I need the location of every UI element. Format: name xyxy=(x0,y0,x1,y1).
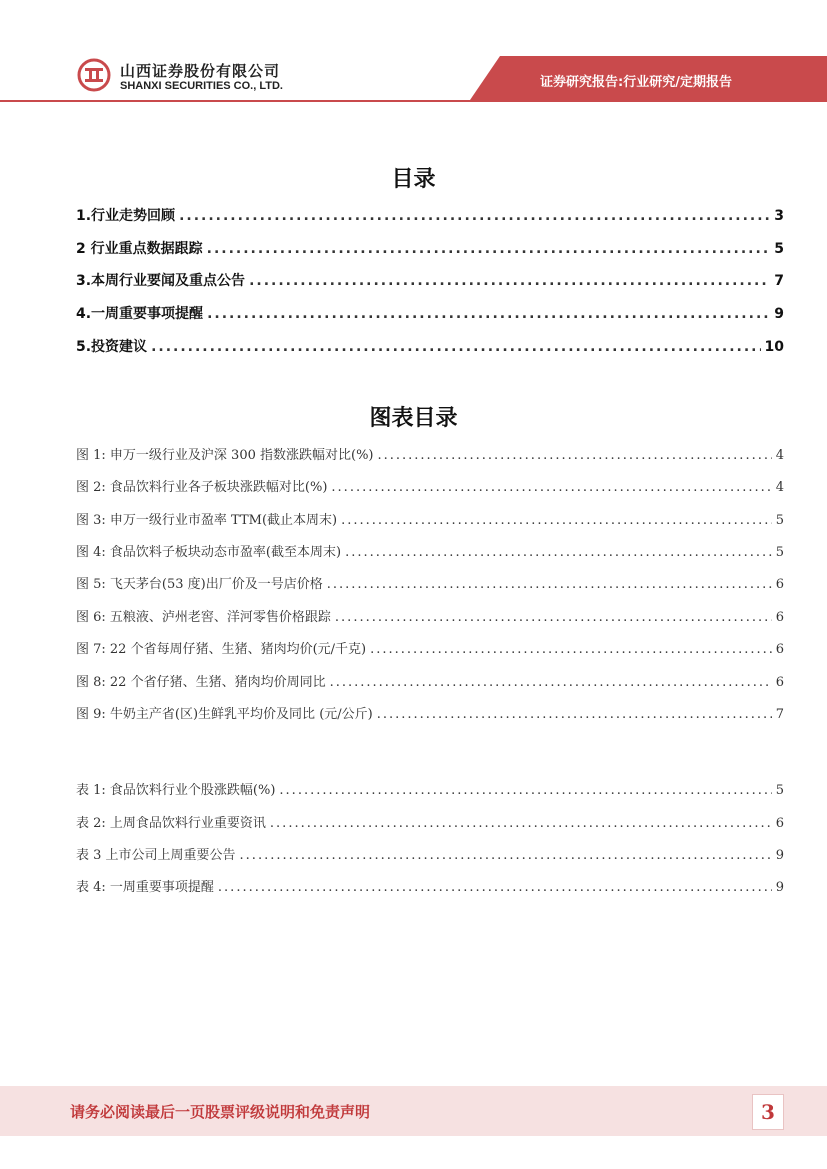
table-entry[interactable] xyxy=(76,844,784,864)
table-entry[interactable] xyxy=(76,779,784,799)
page-number: 3 xyxy=(752,1094,784,1130)
figure-entry-label: 图 1: 申万一级行业及沪深 300 指数涨跌幅对比(%) xyxy=(76,448,374,463)
leader-dots xyxy=(331,480,771,495)
table-entry-label: 表 3 上市公司上周重要公告 xyxy=(76,848,236,863)
table-entry-page: 5 xyxy=(775,783,784,798)
toc-item-page: 9 xyxy=(774,306,784,322)
leader-dots xyxy=(249,273,770,289)
leader-dots xyxy=(207,306,770,322)
figure-entry[interactable] xyxy=(76,573,784,593)
leader-dots xyxy=(270,816,772,831)
figure-entry[interactable] xyxy=(76,476,784,496)
table-entry-page: 9 xyxy=(775,880,784,895)
figure-entry-page: 4 xyxy=(775,480,784,495)
leader-dots xyxy=(341,513,772,528)
leader-dots xyxy=(330,675,772,690)
report-type: 证券研究报告:行业研究/定期报告 xyxy=(540,75,732,90)
figure-entry-page: 6 xyxy=(775,675,784,690)
leader-dots xyxy=(327,577,772,592)
leader-dots xyxy=(218,880,772,895)
figure-entry-page: 5 xyxy=(775,545,784,560)
toc-title: 目录 xyxy=(391,166,436,192)
table-entry-label: 表 4: 一周重要事项提醒 xyxy=(76,880,214,895)
figure-entry-label: 图 2: 食品饮料行业各子板块涨跌幅对比(%) xyxy=(76,480,328,495)
company-name-en: SHANXI SECURITIES CO., LTD. xyxy=(120,80,283,92)
company-name-cn: 山西证券股份有限公司 xyxy=(120,62,281,80)
leader-dots xyxy=(378,448,772,463)
toc-item-label: 5.投资建议 xyxy=(76,339,148,355)
toc-item-page: 5 xyxy=(774,241,784,257)
leader-dots xyxy=(377,707,772,722)
toc-item-page: 10 xyxy=(764,339,784,355)
figure-entry[interactable] xyxy=(76,671,784,691)
figure-entry-page: 6 xyxy=(775,642,784,657)
toc-item-label: 2 行业重点数据跟踪 xyxy=(76,241,203,257)
toc-item[interactable] xyxy=(76,303,784,323)
page-header xyxy=(0,0,827,110)
leader-dots xyxy=(345,545,772,560)
figure-entry-page: 5 xyxy=(775,513,784,528)
figure-entry[interactable] xyxy=(76,606,784,626)
figure-entry-label: 图 3: 申万一级行业市盈率 TTM(截止本周末) xyxy=(76,513,338,528)
header-divider xyxy=(0,100,827,102)
figure-entry[interactable] xyxy=(76,444,784,464)
disclaimer-notice: 请务必阅读最后一页股票评级说明和免责声明 xyxy=(70,1103,371,1121)
figure-entry[interactable] xyxy=(76,703,784,723)
figure-entry-label: 图 5: 飞天茅台(53 度)出厂价及一号店价格 xyxy=(76,577,323,592)
toc-item[interactable] xyxy=(76,238,784,258)
figure-entry-page: 6 xyxy=(775,577,784,592)
figures-title: 图表目录 xyxy=(369,405,458,431)
table-entry-page: 6 xyxy=(775,816,784,831)
table-entry-label: 表 1: 食品饮料行业个股涨跌幅(%) xyxy=(76,783,276,798)
leader-dots xyxy=(240,848,772,863)
toc-item[interactable] xyxy=(76,205,784,225)
leader-dots xyxy=(179,208,770,224)
figure-entry-page: 7 xyxy=(775,707,784,722)
toc-item[interactable] xyxy=(76,336,784,356)
figure-entry-label: 图 9: 牛奶主产省(区)生鲜乳平均价及同比 (元/公斤) xyxy=(76,707,373,722)
table-entry-label: 表 2: 上周食品饮料行业重要资讯 xyxy=(76,816,266,831)
leader-dots xyxy=(335,610,772,625)
table-entry-page: 9 xyxy=(775,848,784,863)
figure-entry-label: 图 4: 食品饮料子板块动态市盈率(截至本周末) xyxy=(76,545,342,560)
leader-dots xyxy=(370,642,772,657)
toc-item-label: 3.本周行业要闻及重点公告 xyxy=(76,273,246,289)
figure-entry-label: 图 7: 22 个省每周仔猪、生猪、猪肉均价(元/千克) xyxy=(76,642,367,657)
figure-entry[interactable] xyxy=(76,638,784,658)
shanxi-securities-logo-icon xyxy=(77,58,111,92)
figure-entry[interactable] xyxy=(76,541,784,561)
leader-dots xyxy=(151,339,760,355)
figure-entry-label: 图 8: 22 个省仔猪、生猪、猪肉均价周同比 xyxy=(76,675,326,690)
figure-entry-page: 4 xyxy=(775,448,784,463)
leader-dots xyxy=(279,783,771,798)
figure-entry-label: 图 6: 五粮液、泸州老窖、洋河零售价格跟踪 xyxy=(76,610,331,625)
table-entry[interactable] xyxy=(76,876,784,896)
toc-item[interactable] xyxy=(76,270,784,290)
toc-item-label: 4.一周重要事项提醒 xyxy=(76,306,204,322)
toc-item-label: 1.行业走势回顾 xyxy=(76,208,176,224)
table-entry[interactable] xyxy=(76,812,784,832)
toc-item-page: 7 xyxy=(774,273,784,289)
figure-entry-page: 6 xyxy=(775,610,784,625)
toc-item-page: 3 xyxy=(774,208,784,224)
leader-dots xyxy=(207,241,771,257)
figure-entry[interactable] xyxy=(76,509,784,529)
